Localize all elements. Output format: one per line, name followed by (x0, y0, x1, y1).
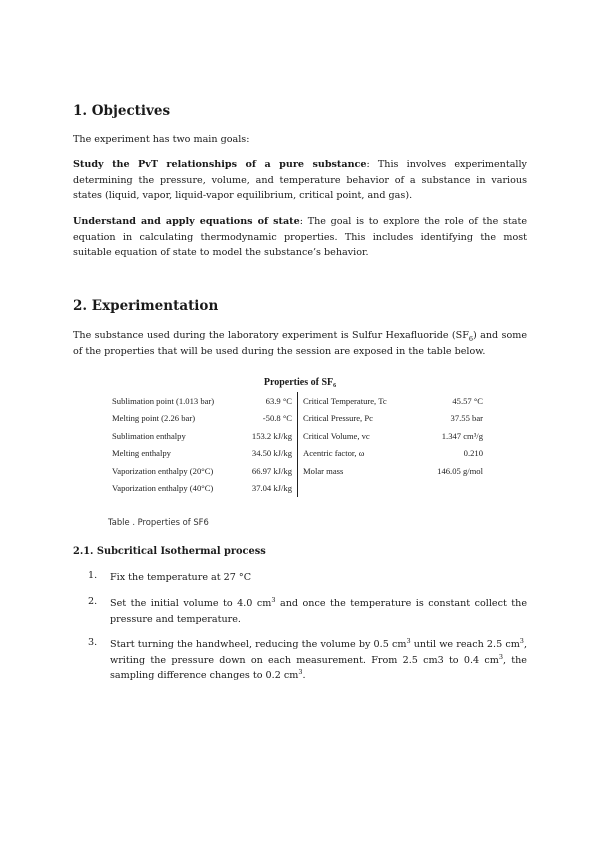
goal-1-paragraph (73, 157, 527, 204)
property-value: 1.347 cm³/g (441, 430, 483, 441)
table-row (112, 410, 483, 428)
property-name: Melting point (2.26 bar) (112, 413, 196, 424)
table-title: Properties of SF₆ (263, 377, 337, 388)
properties-table (112, 392, 483, 497)
section-heading-experimentation: 2. Experimentation (73, 298, 219, 314)
superscript: 3 (406, 636, 411, 645)
property-name: Vaporization enthalpy (40°C) (112, 483, 214, 494)
property-value: 37.04 kJ/kg (240, 480, 298, 498)
property-name: Molar mass (303, 465, 344, 476)
item-text: and once the temperature is constant collect the pressure and temperature. (110, 598, 528, 625)
subsection-heading: 2.1. Subcritical Isothermal process (73, 546, 266, 557)
intro-subscript: 6 (468, 334, 474, 343)
property-name: Sublimation enthalpy (112, 430, 186, 441)
property-value: 34.50 kJ/kg (240, 445, 298, 463)
superscript: 3 (519, 636, 524, 645)
property-value: 0.210 (463, 448, 483, 459)
experimentation-intro (73, 328, 527, 359)
property-name: Vaporization enthalpy (20°C) (112, 465, 214, 476)
table-row (112, 445, 483, 463)
list-item (110, 637, 527, 684)
section-heading-objectives: 1. Objectives (73, 103, 171, 119)
list-item (110, 596, 527, 627)
table-row (112, 480, 483, 498)
list-number: 3. (88, 637, 98, 648)
property-name: Sublimation point (1.013 bar) (112, 395, 215, 406)
property-name: Acentric factor, ω (303, 448, 365, 459)
property-value: -50.8 °C (240, 410, 298, 428)
property-value: 66.97 kJ/kg (240, 462, 298, 480)
property-value: 45.57 °C (452, 395, 483, 406)
goal-2-text: : The goal is to explore the role of the state equation in calculating thermodynamic properties. This includes identifying the most suitable equation of state to model the substance’s behavior. (73, 216, 528, 258)
list-number: 2. (88, 596, 98, 607)
intro-text-a: The substance used during the laboratory experiment is Sulfur Hexafluoride (SF (73, 330, 469, 341)
goal-2-paragraph (73, 214, 527, 261)
property-name: Critical Temperature, Tc (303, 395, 387, 406)
superscript: 3 (298, 667, 303, 676)
property-value: 153.2 kJ/kg (240, 427, 298, 445)
item-text: , writing the pressure down on each measurement. From 2.5 cm3 to 0.4 cm (110, 639, 527, 666)
item-text: Set the initial volume to 4.0 cm (110, 598, 272, 609)
table-row (112, 392, 483, 410)
property-name: Critical Volume, vc (303, 430, 370, 441)
property-value: 37.55 bar (450, 413, 483, 424)
list-item: Fix the temperature at 27 °C (110, 572, 252, 583)
table-row (112, 427, 483, 445)
item-text: until we reach 2.5 cm (410, 639, 520, 650)
property-value: 63.9 °C (240, 392, 298, 410)
item-text: Start turning the handwheel, reducing the volume by 0.5 cm (110, 639, 407, 650)
property-name: Critical Pressure, Pc (303, 413, 373, 424)
table-caption: Table . Properties of SF6 (108, 517, 209, 527)
property-value (421, 480, 483, 498)
objectives-intro: The experiment has two main goals: (73, 134, 250, 145)
list-number: 1. (88, 570, 98, 581)
superscript: 3 (271, 595, 276, 604)
item-text: . (302, 670, 306, 681)
intro-text-b: ) and some of the properties that will be used during the session are exposed in the table below. (73, 330, 527, 357)
goal-1-title: Study the PvT relationships of a pure substance (73, 159, 367, 170)
property-value: 146.05 g/mol (437, 465, 483, 476)
item-text: , the sampling difference changes to 0.2 cm (110, 654, 527, 681)
property-name (298, 480, 422, 498)
superscript: 3 (498, 652, 503, 661)
property-name: Melting enthalpy (112, 448, 171, 459)
goal-2-title: Understand and apply equations of state (73, 216, 300, 227)
table-row (112, 462, 483, 480)
goal-1-text: : This involves experimentally determining the pressure, volume, and temperature behavior of a substance in various states (liquid, vapor, liquid-vapor equilibrium, critical point, and gas). (73, 159, 527, 201)
